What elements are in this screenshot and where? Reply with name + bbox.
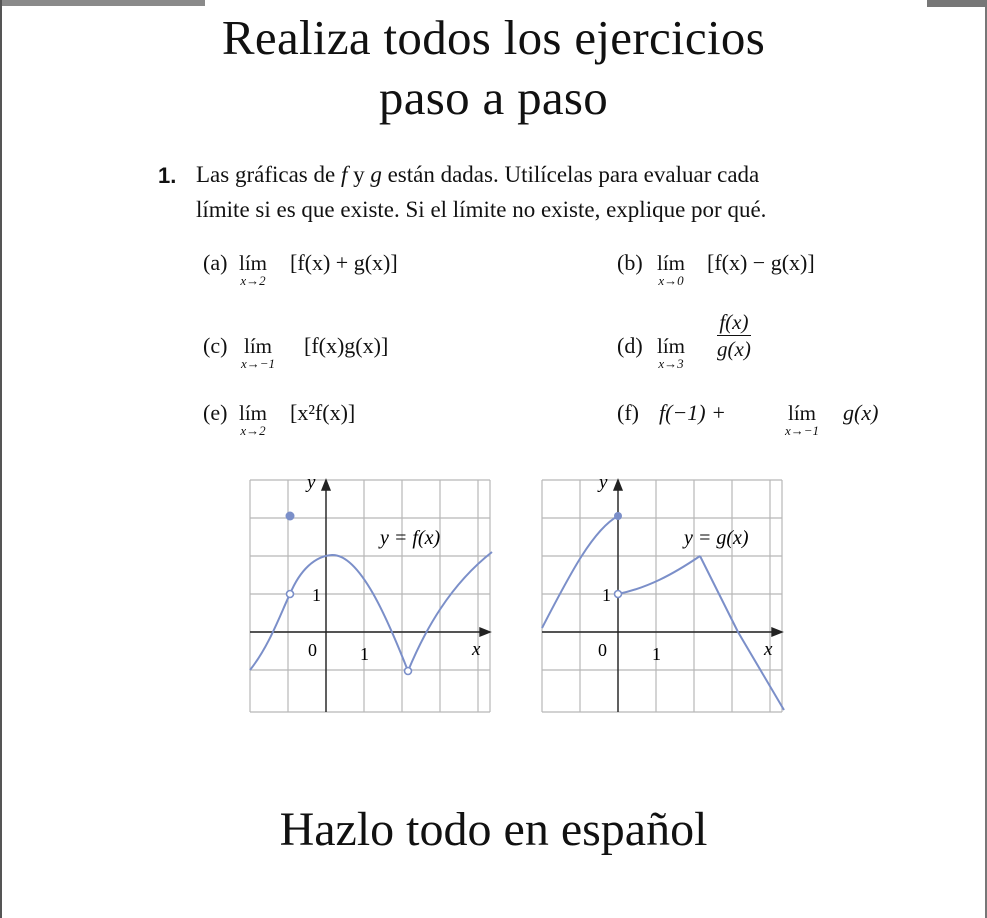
lim-word: lím xyxy=(244,334,273,358)
footer-instruction: Hazlo todo en español xyxy=(279,803,708,856)
limit-operator xyxy=(239,252,267,288)
curve-label: y = f(x) xyxy=(380,527,441,549)
title-line-1: Realiza todos los ejercicios xyxy=(221,10,766,65)
statement-text-cont: están dadas. Utilícelas para evaluar cada xyxy=(381,162,760,187)
lim-subscript: x→0 xyxy=(658,273,684,288)
axes xyxy=(542,480,782,712)
limit-operator xyxy=(241,335,275,371)
conjunction: y xyxy=(347,162,371,187)
exercise-label: (b) xyxy=(617,250,643,275)
limit-operator xyxy=(657,252,685,288)
function-g-name: g xyxy=(370,162,382,187)
lim-word: lím xyxy=(239,401,268,425)
lim-subscript: x→2 xyxy=(240,423,266,438)
lim-word: lím xyxy=(657,251,686,275)
limit-expression: g(x) xyxy=(843,400,879,425)
tick-label-y1: 1 xyxy=(312,585,321,605)
limit-operator xyxy=(657,335,685,371)
lim-subscript: x→3 xyxy=(658,356,684,371)
fraction-numerator: f(x) xyxy=(717,309,751,336)
open-point xyxy=(287,591,294,598)
y-axis-label: y xyxy=(599,472,608,493)
tick-label-x1: 1 xyxy=(652,644,661,664)
exercise-label: (a) xyxy=(203,250,228,275)
lim-word: lím xyxy=(657,334,686,358)
lim-word: lím xyxy=(788,401,817,425)
curve-label: y = g(x) xyxy=(684,527,749,549)
limit-operator xyxy=(239,402,267,438)
open-point xyxy=(615,591,622,598)
exercise-label: (d) xyxy=(617,333,643,358)
limit-expression: [x²f(x)] xyxy=(290,400,356,425)
x-axis-label: x xyxy=(764,639,773,660)
graph-f xyxy=(240,470,496,723)
top-edge-strip-right xyxy=(927,0,987,7)
limit-expression: [f(x)g(x)] xyxy=(304,333,389,358)
title-line-2: paso a paso xyxy=(378,70,609,125)
fraction xyxy=(717,309,751,362)
problem-statement-line-1 xyxy=(196,162,759,188)
origin-label: 0 xyxy=(598,640,607,660)
g-curve-middle xyxy=(618,556,700,594)
lim-word: lím xyxy=(239,251,268,275)
tick-label-y1: 1 xyxy=(602,585,611,605)
graph-f-svg xyxy=(240,470,496,718)
top-edge-strip-left xyxy=(0,0,205,6)
x-axis-label: x xyxy=(472,639,481,660)
page-border-left xyxy=(0,0,2,918)
grid xyxy=(542,480,782,712)
problem-number: 1. xyxy=(158,163,177,188)
exercise-label: (e) xyxy=(203,400,228,425)
function-f-name: f xyxy=(340,162,348,187)
lim-subscript: x→2 xyxy=(240,273,266,288)
graph-g xyxy=(532,470,788,723)
limit-expression: [f(x) + g(x)] xyxy=(290,250,398,275)
problem-statement-line-2: límite si es que existe. Si el límite no existe, explique por qué. xyxy=(196,197,767,222)
origin-label: 0 xyxy=(308,640,317,660)
tick-label-x1: 1 xyxy=(360,644,369,664)
value-expression: f(−1) + xyxy=(659,400,726,425)
limit-expression: [f(x) − g(x)] xyxy=(707,250,815,275)
filled-point xyxy=(614,512,622,520)
fraction-denominator: g(x) xyxy=(717,337,751,361)
statement-text: Las gráficas de xyxy=(196,162,341,187)
graph-g-svg xyxy=(532,470,788,718)
filled-point xyxy=(286,512,295,521)
lim-subscript: x→−1 xyxy=(785,423,820,438)
open-point-min xyxy=(405,668,412,675)
exercise-label: (f) xyxy=(617,400,639,425)
y-axis-label: y xyxy=(307,472,316,493)
exercise-label: (c) xyxy=(203,333,228,358)
limit-operator xyxy=(785,402,819,438)
lim-subscript: x→−1 xyxy=(241,356,276,371)
